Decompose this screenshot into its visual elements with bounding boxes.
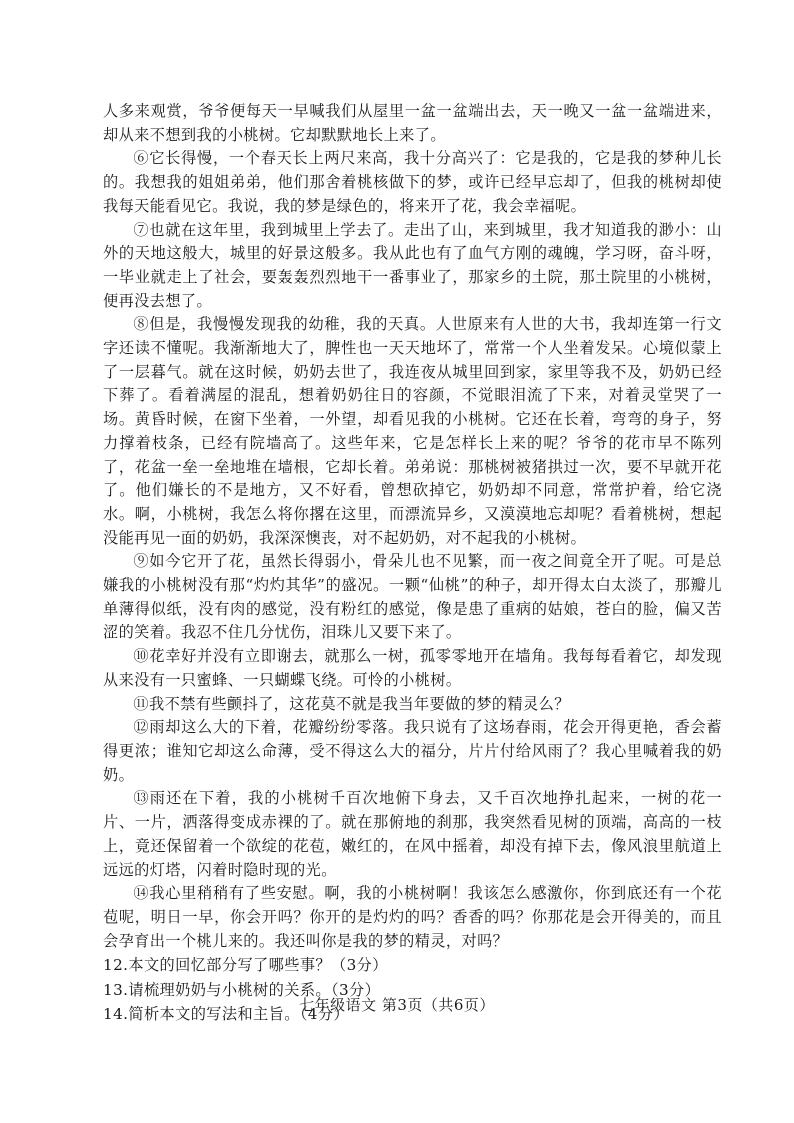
paragraph-7: ⑦也就在这年里，我到城里上学去了。走出了山，来到城里，我才知道我的渺小：山外的天地这般大，城里的好景这般多。我从此也有了血气方刚的魂魄，学习呀，奋斗呀，一毕业就走上了社会，要轰轰烈烈地干一番事业了，那家乡的土院，那土院里的小桃树，便再没去想了。: [103, 220, 722, 310]
paragraph-10: ⑩花幸好并没有立即谢去，就那么一树，孤零零地开在墙角。我每每看着它，却发现从来没有一只蜜蜂、一只蝴蝶飞绕。可怜的小桃树。: [103, 647, 722, 689]
exam-page: [103, 100, 722, 1027]
paragraph-14: ⑭我心里稍稍有了些安慰。啊，我的小桃树啊！我该怎么感激你，你到底还有一个花苞呢，明日一早，你会开吗？你开的是灼灼的吗？香香的吗？你那花是会开得美的，而且会孕育出一个桃儿来的。我还叫你是我的梦的精灵，对吗？: [103, 884, 722, 950]
paragraph-11: ⑪我不禁有些颤抖了，这花莫不就是我当年要做的梦的精灵么？: [133, 694, 570, 713]
paragraph-6: ⑥它长得慢，一个春天长上两尺来高，我十分高兴了：它是我的，它是我的梦种儿长的。我想我的姐姐弟弟，他们那舍着桃核做下的梦，或许已经早忘却了，但我的桃树却使我每天能看见它。我说，我的梦是绿色的，将来开了花，我会幸福呢。: [103, 149, 722, 215]
question-14: 14.简析本文的写法和主旨。（4分）: [103, 1005, 350, 1024]
paragraph-8: ⑧但是，我慢慢发现我的幼稚，我的天真。人世原来有人世的大书，我却连第一行文字还读不懂呢。我渐渐地大了，脾性也一天天地坏了，常常一个人坐着发呆。心境似蒙上了一层暮气。就在这时候，奶奶去世了，我连夜从城里回到家，家里等我不及，奶奶已经下葬了。看着满屋的混乱，想着奶奶往日的容颜，不觉眼泪流了下来，对着灵堂哭了一场。黄昏时候，在窗下坐着，一外望，却看见我的小桃树。它还在长着，弯弯的身子，努力撑着枝条，已经有院墙高了。这些年来，它是怎样长上来的呢？爷爷的花市早不陈列了，花盆一垒一垒地堆在墙根，它却长着。弟弟说：那桃树被猪拱过一次，要不早就开花了。他们嫌长的不是地方，又不好看，曾想砍掉它，奶奶却不同意，常常护着，给它浇水。啊，小桃树，我怎么将你撂在这里，而漂流异乡，又漠漠地忘却呢？看着桃树，想起没能再见一面的奶奶，我深深懊丧，对不起奶奶，对不起我的小桃树。: [103, 315, 722, 547]
paragraph-12: ⑫雨却这么大的下着，花瓣纷纷零落。我只说有了这场春雨，花会开得更艳，香会蓄得更浓；谁知它却这么命薄，受不得这么大的福分，片片付给风雨了？我心里喊着我的奶奶。: [103, 718, 722, 784]
question-list: [103, 953, 722, 1027]
reading-passage: [103, 100, 722, 953]
question-13: 13.请梳理奶奶与小桃树的关系。（3分）: [103, 980, 381, 999]
paragraph-13: ⑬雨还在下着，我的小桃树千百次地俯下身去，又千百次地挣扎起来，一树的花一片、一片，洒落得变成赤裸的了。就在那俯地的刹那，我突然看见树的顶端，高高的一枝上，竟还保留着一个欲绽的花苞，嫩红的，在风中摇着，却没有掉下去，像风浪里航道上远远的灯塔，闪着时隐时现的光。: [103, 789, 722, 879]
paragraph-9: ⑨如今它开了花，虽然长得弱小，骨朵儿也不见繁，而一夜之间竟全开了呢。可是总嫌我的小桃树没有那“灼灼其华”的盛况。一颗“仙桃”的种子，却开得太白太淡了，那瓣儿单薄得似纸，没有肉的感觉，没有粉红的感觉，像是患了重病的姑娘，苍白的脸，偏又苦涩的笑着。我忍不住几分忧伤，泪珠儿又要下来了。: [103, 552, 722, 642]
page-footer: 七年级语文 第3页（共6页）: [299, 996, 495, 1014]
question-12: 12.本文的回忆部分写了哪些事？（3分）: [103, 956, 388, 975]
paragraph-5-tail: 人多来观赏，爷爷便每天一早喊我们从屋里一盆一盆端出去，天一晚又一盆一盆端进来，却从来不想到我的小桃树。它却默默地长上来了。: [103, 102, 722, 144]
